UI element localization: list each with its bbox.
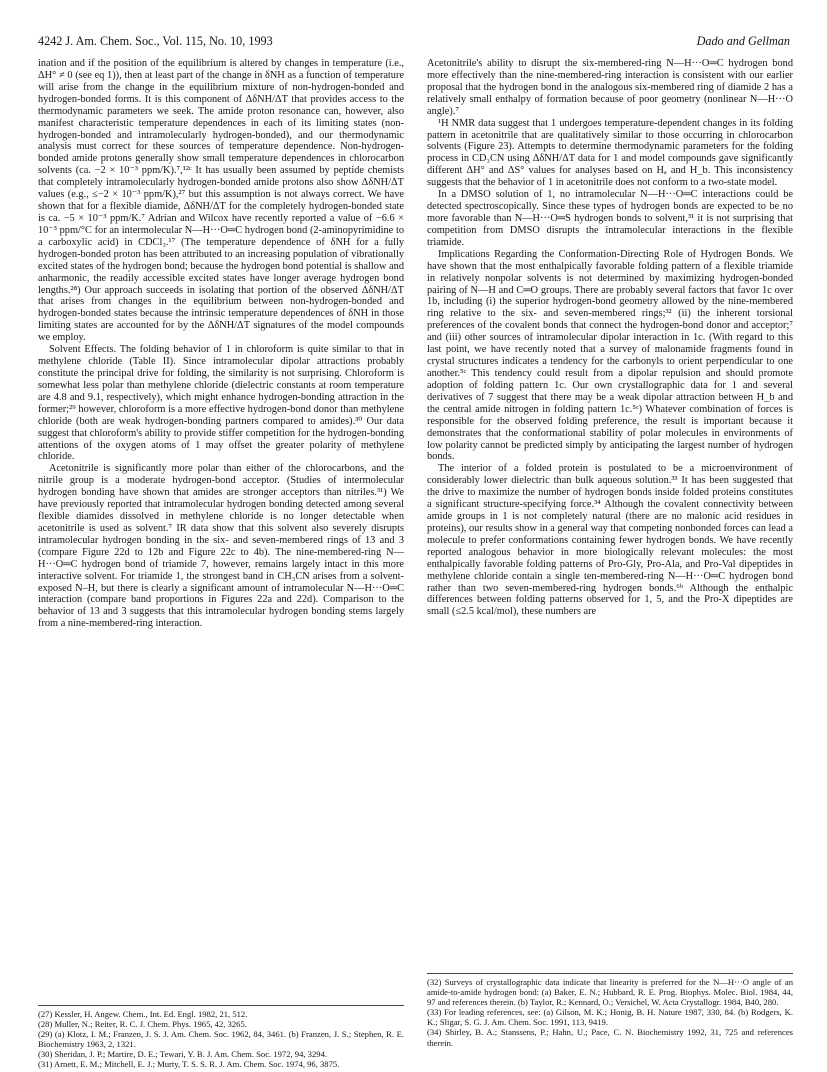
reference: (28) Muller, N.; Reiter, R. C. J. Chem. Phys. 1965, 42, 3265. — [38, 1019, 247, 1030]
footnote-divider — [38, 1005, 404, 1006]
reference: (33) For leading references, see: (a) Gilson, M. K.; Honig, B. H. Nature 1987, 330, 84. (b) Rodgers, K. K.; Sligar, S. G. J. Am. Chem. Soc. 1991, 113, 9419. — [427, 1007, 793, 1028]
left-column — [38, 58, 404, 630]
reference: (31) Arnett, E. M.; Mitchell, E. J.; Murty, T. S. S. R. J. Am. Chem. Soc. 1974, 96, 3875. — [38, 1059, 340, 1070]
authors: Dado and Gellman — [696, 34, 790, 48]
paragraph-solvent-effects: Solvent Effects. The folding behavior of 1 in chloroform is quite similar to that in methylene chloride (Table II). Since intramolecular dipolar attractions probably constitute the principal drive for folding, the similarity is not surprising. Chloroform is somewhat less polar than methylene chloride (dielectric constants at room temperature are 4.8 and 9.1, respectively), which might enhance hydrogen-bonding attraction in the former;²⁹ however, chloroform is a more effective hydrogen-bond donor than methylene chloride (both are weak hydrogen-bonding partners compared to amides).³⁰ Our data suggest that chloroform's ability to provide stiffer competition for the hydrogen-bonding attentions of the oxygen atoms of 1 may offset the greater polarity of methylene chloride. — [38, 344, 404, 463]
paragraph: In a DMSO solution of 1, no intramolecular N—H···O═C interactions could be detected spectroscopically. Since these types of hydrogen bonds are expected to be no more favorable than N—H···O═S hydrogen bonds to solvent,³¹ it is not surprising that competition from DMSO disrupts the intramolecular interactions in the flexible triamide. — [427, 189, 793, 248]
page-header — [38, 34, 790, 52]
reference: (29) (a) Klotz, I. M.; Franzen, J. S. J. Am. Chem. Soc. 1962, 84, 3461. (b) Franzen, J. S.; Stephen, R. E. Biochemistry 1963, 2, 1321. — [38, 1029, 404, 1050]
references-left — [38, 1009, 404, 1070]
references-right — [427, 977, 793, 1048]
right-column — [427, 58, 793, 618]
paragraph: ¹H NMR data suggest that 1 undergoes temperature-dependent changes in its folding pattern in acetonitrile that are qualitatively similar to those occurring in chlorocarbon solvents (Figure 23). Attempts to determine thermodynamic parameters for the folding process in CD₃CN using ΔδNH/ΔT data for 1 and model compounds gave significantly different ΔH° and ΔS° values for analyses based on Hₐ and H_b. This inconsistency suggests that the behavior of 1 in acetonitrile does not conform to a two-state model. — [427, 117, 793, 189]
paragraph: The interior of a folded protein is postulated to be a microenvironment of considerably lower dielectric than bulk aqueous solution.³³ It has been suggested that the drive to maximize the number of hydrogen bonds inside folded proteins constitutes a significant structure-specifying force.³⁴ Although the covalent connectivity between amide groups in 1 is not completely natural (there are no malonic acid residues in proteins), our results show in a general way that competing nonbonded forces can lead a molecule to prefer conformations containing fewer hydrogen bonds. We have recently reported analogous behavior in more biologically relevant molecules: the most enthalpically favorable folding patterns of Pro-Gly, Pro-Ala, and Pro-Val dipeptides in methylene chloride contain a single ten-membered-ring N—H···O═C hydrogen bond rather than two seven-membered-ring hydrogen bonds.⁶ᵇ Although the enthalpic differences between folding patterns observed for 1, 5, and the Pro-X dipeptides are small (≤2.5 kcal/mol), these numbers are — [427, 463, 793, 618]
reference: (32) Surveys of crystallographic data indicate that linearity is preferred for the N—H···O angle of an amide-to-amide hydrogen bond: (a) Baker, E. N.; Hubbard, R. E. Prog. Biophys. Molec. Biol. 1984, 44, 97 and references therein. (b) Taylor, R.; Kennard, O.; Versichel, W. Acta Crystallogr. 1984, B40, 280. — [427, 977, 793, 1008]
footnote-divider — [427, 973, 793, 974]
reference: (30) Sheridan, J. P.; Martire, D. E.; Tewari, Y. B. J. Am. Chem. Soc. 1972, 94, 3294. — [38, 1049, 328, 1060]
paragraph: ination and if the position of the equilibrium is altered by changes in temperature (i.e., ΔH° ≠ 0 (see eq 1)), then at least part of the change in δNH as a function of temperature will arise from the change in the equilibrium mixture of non-hydrogen-bonded and hydrogen-bonded forms. It is this component of ΔδNH/ΔT that provides access to the thermodynamic parameters we seek. The amide proton resonance can, however, also manifest characteristic temperature dependences in each of its limiting states (non-hydrogen-bonded and intramolecularly hydrogen-bonded), and our thermodynamic analysis must correct for these sources of temperature dependence. Non-hydrogen-bonded amide protons generally show small temperature dependences in chlorocarbon solvents (ca. −2 × 10⁻³ ppm/K).⁷,¹²ᶜ It has usually been assumed by peptide chemists that completely intramolecularly hydrogen-bonded amide protons also show ΔδNH/ΔT values (e.g., ≤−2 × 10⁻³ ppm/K),²⁷ but this assumption is not always correct. We have shown that for a flexible diamide, ΔδNH/ΔT for the completely hydrogen-bonded state is ca. −5 × 10⁻³ ppm/K.⁷ Adrian and Wilcox have recently reported a value of −6.6 × 10⁻³ ppm/°C for an intermolecular N—H···O═C hydrogen bond (2-aminopyrimidine to a carboxylic acid) in CDCl₃.¹⁷ (The temperature dependence of δNH for a fully hydrogen-bonded proton has been attributed to an increasing population of vibrationally excited states of the hydrogen bond; because the hydrogen bond potential is shallow and anharmonic, the readily accessible excited states have longer average hydrogen bond lengths.²⁸) Our approach succeeds in isolating that portion of the observed ΔδNH/ΔT that arises from changes in the equilibrium between non-hydrogen-bonded and hydrogen-bonded states because the intrinsic temperature dependences of δNH in those limiting states are accounted for by the ΔδNH/ΔT signatures of the model compounds we employ. — [38, 58, 404, 344]
paragraph-implications: Implications Regarding the Conformation-Directing Role of Hydrogen Bonds. We have shown that the most enthalpically favorable folding pattern of a flexible triamide in relatively nonpolar solvents is not determined by maximizing hydrogen-bonded pairing of N—H and C═O groups. There are probably several factors that favor 1c over 1b, including (i) the superior hydrogen-bond geometry allowed by the nine-membered ring relative to the six- and seven-membered rings;³² (ii) the inherent torsional preferences of the covalent bonds that connect the hydrogen-bond donor and acceptor;⁷ and (iii) other sources of intramolecular dipolar interaction in 1c. (With regard to this last point, we have recently noted that a survey of malonamide fragments found in crystal structures indicates a tendency for the carbonyls to orient perpendicular to one another.⁵ᶜ This tendency could result from a dipolar repulsion and should promote adoption of folding pattern 1c. Our own crystallographic data for 1 and several derivatives of 7 suggest that there may be a weak dipolar attraction between H_b and the central amide nitrogen in folding pattern 1c.⁵ᶜ) Whatever combination of forces is responsible for the observed folding preference, the result is important because it demonstrates that the conformational stability of polar molecules in environments of low polarity cannot be predicted simply by anticipating the largest number of hydrogen bonds. — [427, 248, 793, 463]
paragraph: Acetonitrile is significantly more polar than either of the chlorocarbons, and the nitrile group is a moderate hydrogen-bond acceptor. (Studies of intermolecular hydrogen bonding have shown that amides are stronger acceptors than nitriles.³¹) We have previously reported that intramolecular hydrogen bonding detected among several flexible diamides dissolved in methylene chloride is no longer detectable when acetonitrile is used as solvent.⁷ IR data show that this solvent also severely disrupts intramolecular hydrogen bonding in the six- and seven-membered rings of 13 and 3 (compare Figure 22d to 12b and Figure 22c to 4b). The nine-membered-ring N—H···O═C hydrogen bond of triamide 7, however, remains largely intact in this more interactive solvent. For triamide 1, the strongest band in CH₃CN arises from a solvent-exposed N–H, but there is clearly a significant amount of intramolecular N—H···O═C interaction (compare band proportions in Figures 22a and 22d). Comparison to the behavior of 13 and 3 suggests that this intramolecular hydrogen bonding stems largely from a nine-membered-ring interaction. — [38, 463, 404, 630]
reference: (34) Shirley, B. A.; Stanssens, P.; Hahn, U.; Pace, C. N. Biochemistry 1992, 31, 725 and references therein. — [427, 1027, 793, 1048]
journal-citation: 4242 J. Am. Chem. Soc., Vol. 115, No. 10, 1993 — [38, 34, 273, 48]
paragraph: Acetonitrile's ability to disrupt the six-membered-ring N—H···O═C hydrogen bond more effectively than the nine-membered-ring interaction is consistent with our earlier proposal that the hydrogen bond in the analogous six-membered ring of diamide 2 has a relatively small enthalpy of formation because of poor geometry (nonlinear N—H···O angle).⁷ — [427, 58, 793, 117]
reference: (27) Kessler, H. Angew. Chem., Int. Ed. Engl. 1982, 21, 512. — [38, 1009, 248, 1019]
